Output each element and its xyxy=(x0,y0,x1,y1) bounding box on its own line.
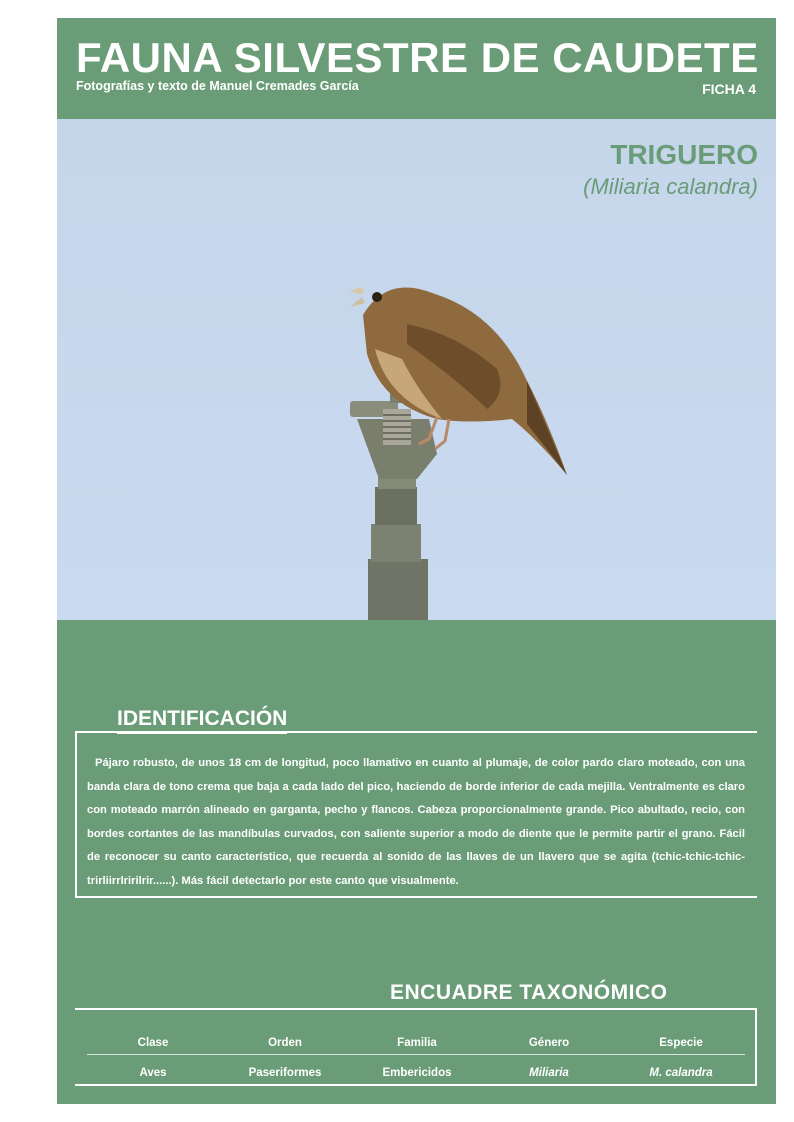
taxonomy-header-cell: Familia xyxy=(397,1037,437,1049)
species-scientific-name: (Miliaria calandra) xyxy=(583,174,758,199)
page-title: FAUNA SILVESTRE DE CAUDETE xyxy=(76,34,759,81)
bird-photo xyxy=(57,119,776,620)
fact-sheet xyxy=(57,18,776,1104)
sheet-number: FICHA 4 xyxy=(702,81,756,97)
identification-text: Pájaro robusto, de unos 18 cm de longitud, poco llamativo en cuanto al plumaje, de color pardo claro moteado, con una banda clara de tono crema que baja a cada lado del pico, haciendo de borde inferior de cada mejilla. Ventralmente es claro con moteado marrón alineado en garganta, pecho y flancos. Cabeza proporcionalmente grande. Pico abultado, recio, con bordes cortantes de las mandíbulas curvados, con saliente superior a modo de diente que le permite partir el grano. Fácil de reconocer su canto característico, que recuerda al sonido de las llaves de un llavero que se agita (tchic-tchic-tchic-trirliirrlririlrir......). Más fácil detectarlo por este canto que visualmente. xyxy=(87,757,745,887)
identification-heading: IDENTIFICACIÓN xyxy=(117,707,287,734)
taxonomy-value-cell: Aves xyxy=(139,1067,167,1079)
taxonomy-header-cell: Género xyxy=(528,1037,570,1049)
taxonomy-value-row xyxy=(87,1060,747,1086)
taxonomy-value-cell: M. calandra xyxy=(649,1067,713,1079)
taxonomy-header-cell: Orden xyxy=(268,1037,302,1049)
taxonomy-header-row xyxy=(87,1030,747,1056)
species-common-name: TRIGUERO xyxy=(610,139,758,170)
taxonomy-header-cell: Especie xyxy=(659,1037,703,1049)
taxonomy-table xyxy=(87,1030,747,1086)
taxonomy-header-cell: Clase xyxy=(137,1037,169,1049)
taxonomy-value-cell: Paseriformes xyxy=(248,1067,322,1079)
taxonomy-value-cell: Miliaria xyxy=(529,1067,569,1079)
taxonomy-value-cell: Embericidos xyxy=(382,1067,452,1079)
credits: Fotografías y texto de Manuel Cremades García xyxy=(76,79,359,93)
header xyxy=(57,18,776,119)
taxonomy-heading: ENCUADRE TAXONÓMICO xyxy=(390,981,668,1004)
